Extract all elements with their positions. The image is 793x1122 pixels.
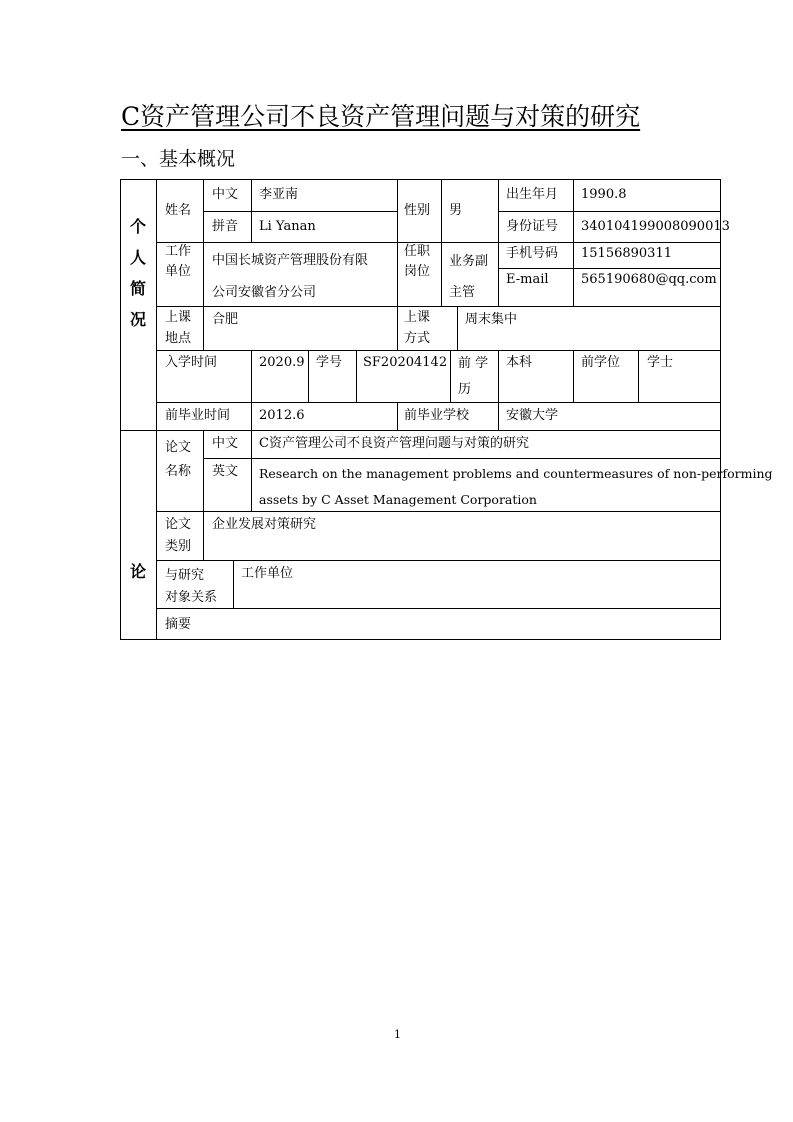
relation-value: 工作单位 xyxy=(241,566,294,581)
thesis-category-value: 企业发展对策研究 xyxy=(212,517,317,532)
phone-label: 手机号码 xyxy=(506,246,559,261)
prev-degree-label: 前学位 xyxy=(581,355,621,370)
table-rule xyxy=(308,350,309,403)
table-rule xyxy=(203,306,204,351)
table-rule xyxy=(397,402,398,431)
thesis-title-cn: C资产管理公司不良资产管理问题与对策的研究 xyxy=(259,436,529,451)
thesis-section-label: 论 xyxy=(129,562,146,581)
table-rule xyxy=(251,402,252,431)
class-mode-label: 上课 方式 xyxy=(404,310,431,346)
position-value: 业务副 主管 xyxy=(449,254,489,300)
table-rule xyxy=(251,430,252,512)
table-rule xyxy=(120,639,721,640)
table-rule xyxy=(638,350,639,403)
class-mode-value: 周末集中 xyxy=(465,312,518,327)
grad-school-label: 前毕业学校 xyxy=(404,408,470,423)
work-unit-label: 工作 单位 xyxy=(165,244,192,279)
table-rule xyxy=(251,350,252,403)
table-rule xyxy=(573,179,574,307)
table-rule xyxy=(156,179,157,640)
thesis-category-label: 论文 类别 xyxy=(165,517,192,554)
table-rule xyxy=(156,402,721,403)
table-rule xyxy=(120,179,721,180)
table-rule xyxy=(720,179,721,640)
table-rule xyxy=(120,179,121,640)
table-rule xyxy=(573,350,574,403)
student-id-label: 学号 xyxy=(316,355,343,370)
name-label: 姓名 xyxy=(165,203,192,218)
thesis-cn-label: 中文 xyxy=(212,436,239,451)
enroll-label: 入学时间 xyxy=(165,355,218,370)
table-rule xyxy=(203,458,721,459)
name-pinyin-value: Li Yanan xyxy=(259,219,316,234)
class-location-value: 合肥 xyxy=(212,312,239,327)
table-rule xyxy=(441,179,442,307)
enroll-value: 2020.9 xyxy=(259,355,305,370)
table-rule xyxy=(203,211,398,212)
work-unit-value: 中国长城资产管理股份有限 公司安徽省分公司 xyxy=(212,253,369,300)
table-rule xyxy=(156,560,721,561)
table-rule xyxy=(251,179,252,242)
table-rule xyxy=(233,560,234,609)
email-value: 565190680@qq.com xyxy=(581,272,717,287)
table-rule xyxy=(203,242,204,307)
personal-section-label: 个 人 简 况 xyxy=(129,217,146,329)
name-cn-value: 李亚南 xyxy=(259,187,299,202)
table-rule xyxy=(203,430,204,512)
gender-label: 性别 xyxy=(404,203,431,218)
table-rule xyxy=(498,211,721,212)
table-rule xyxy=(450,350,451,403)
page-number: 1 xyxy=(394,1028,401,1041)
chinese-label: 中文 xyxy=(212,187,239,202)
abstract-label: 摘要 xyxy=(165,617,192,632)
pinyin-label: 拼音 xyxy=(212,219,239,234)
table-rule xyxy=(397,179,398,307)
table-rule xyxy=(498,179,499,307)
birth-value: 1990.8 xyxy=(581,187,627,202)
document-title: C资产管理公司不良资产管理问题与对策的研究 xyxy=(121,102,641,131)
thesis-en-label: 英文 xyxy=(212,464,239,479)
position-label: 任职 岗位 xyxy=(404,244,431,279)
prev-edu-label: 前 学 历 xyxy=(458,356,489,397)
student-id-value: SF20204142 xyxy=(363,355,448,370)
table-rule xyxy=(120,430,721,431)
table-rule xyxy=(356,350,357,403)
table-rule xyxy=(498,350,499,403)
class-location-label: 上课 地点 xyxy=(165,310,192,346)
email-label: E-mail xyxy=(506,272,549,287)
section-heading: 一、基本概况 xyxy=(121,148,236,170)
table-rule xyxy=(203,179,204,242)
id-value: 340104199008090013 xyxy=(581,219,730,234)
table-rule xyxy=(457,306,458,351)
birth-label: 出生年月 xyxy=(506,187,559,202)
table-rule xyxy=(498,402,499,431)
thesis-title-en: Research on the management problems and countermeasures of non-performing assets by C Asset Management Corporation xyxy=(259,466,773,507)
grad-time-value: 2012.6 xyxy=(259,408,305,423)
thesis-title-label: 论文 名称 xyxy=(165,440,192,479)
table-rule xyxy=(203,511,204,561)
table-rule xyxy=(156,608,721,609)
phone-value: 15156890311 xyxy=(581,246,672,261)
table-rule xyxy=(397,306,398,351)
gender-value: 男 xyxy=(449,203,463,218)
prev-edu-value: 本科 xyxy=(506,355,533,370)
grad-time-label: 前毕业时间 xyxy=(165,408,231,423)
grad-school-value: 安徽大学 xyxy=(506,408,559,423)
prev-degree-value: 学士 xyxy=(647,355,674,370)
id-label: 身份证号 xyxy=(506,219,559,234)
relation-label: 与研究 对象关系 xyxy=(165,568,218,605)
